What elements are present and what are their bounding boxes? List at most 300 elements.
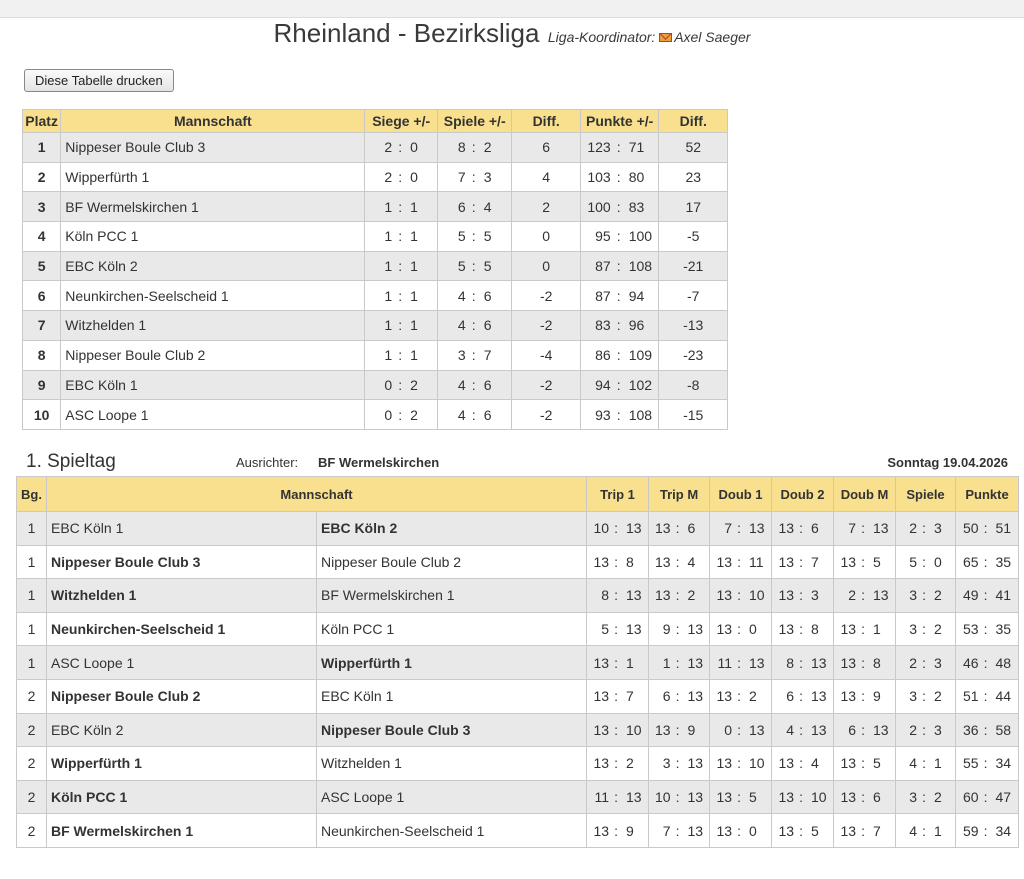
rank-cell: 4 [23, 222, 61, 252]
tripm-score-right: 6 [687, 520, 696, 537]
doub2-score [772, 545, 834, 579]
games-score-left: 2 [909, 520, 918, 537]
score-separator: : [983, 654, 988, 671]
score-separator: : [737, 822, 741, 839]
score-separator: : [922, 789, 926, 806]
score-separator: : [922, 822, 926, 839]
wins-cell-right: 1 [410, 347, 418, 364]
doubm-score [834, 679, 896, 713]
points-score [956, 512, 1019, 546]
col-header-team[interactable]: Mannschaft [61, 110, 365, 133]
wins-cell [365, 251, 438, 281]
score-separator: : [616, 347, 621, 364]
doub2-score [772, 612, 834, 646]
wins-cell [365, 400, 438, 430]
score-separator: : [799, 520, 803, 537]
games-cell [437, 162, 512, 192]
games-diff-cell: 0 [512, 251, 580, 281]
score-separator: : [675, 587, 680, 604]
score-separator: : [616, 376, 621, 393]
trip1-score [587, 814, 649, 848]
doubm-score-left: 6 [848, 721, 857, 738]
games-cell [437, 281, 512, 311]
games-cell [437, 370, 512, 400]
points-score-left: 53 [962, 621, 979, 638]
games-cell-right: 4 [483, 198, 492, 215]
wins-cell-right: 0 [410, 139, 418, 156]
score-separator: : [861, 688, 865, 705]
trip1-score-right: 2 [626, 755, 634, 772]
games-score [896, 679, 956, 713]
doubm-score-left: 13 [840, 621, 857, 638]
col-header-games[interactable]: Spiele +/- [437, 110, 512, 133]
tripm-score [649, 512, 710, 546]
doubm-score [834, 780, 896, 814]
score-separator: : [471, 347, 476, 364]
doub1-score-left: 13 [716, 755, 733, 772]
points-score-left: 51 [962, 688, 979, 705]
doub1-score-left: 13 [716, 621, 733, 638]
score-separator: : [614, 654, 618, 671]
score-separator: : [398, 406, 403, 423]
trip1-score-left: 13 [593, 721, 610, 738]
doub1-score-right: 10 [749, 755, 765, 772]
doub1-score [710, 780, 772, 814]
points-cell-left: 93 [595, 406, 611, 423]
games-cell-left: 4 [457, 287, 466, 304]
score-separator: : [799, 822, 803, 839]
coordinator-name-link[interactable]: Axel Saeger [674, 29, 751, 45]
match-row [17, 612, 1019, 646]
round-cell: 1 [17, 512, 47, 546]
score-separator: : [737, 520, 741, 537]
points-diff-cell: -5 [659, 222, 728, 252]
games-score-left: 4 [909, 822, 918, 839]
doub1-score-left: 13 [716, 822, 733, 839]
score-separator: : [471, 169, 476, 186]
standings-row [23, 281, 728, 311]
score-separator: : [675, 721, 680, 738]
col-header-wins[interactable]: Siege +/- [365, 110, 438, 133]
matchday-title: 1. Spieltag [26, 451, 116, 472]
page-title: Rheinland - Bezirksliga [273, 18, 540, 48]
points-score [956, 814, 1019, 848]
tripm-score [649, 747, 710, 781]
rank-cell: 2 [23, 162, 61, 192]
points-cell-left: 83 [595, 317, 611, 334]
doub2-score-right: 13 [811, 688, 827, 705]
score-separator: : [861, 553, 865, 570]
coordinator-info [548, 29, 751, 45]
trip1-score-right: 13 [626, 621, 642, 638]
points-cell-right: 108 [628, 258, 653, 275]
col-header-match-points: Punkte [956, 477, 1019, 512]
rank-cell: 10 [23, 400, 61, 430]
games-score-right: 3 [934, 520, 942, 537]
standings-row [23, 311, 728, 341]
tripm-score [649, 646, 710, 680]
score-separator: : [737, 553, 741, 570]
rank-cell: 8 [23, 340, 61, 370]
points-score-left: 46 [962, 654, 979, 671]
match-row [17, 512, 1019, 546]
score-separator: : [983, 755, 988, 772]
points-diff-cell: 23 [659, 162, 728, 192]
score-separator: : [398, 258, 403, 275]
points-cell-right: 102 [628, 376, 653, 393]
print-table-button[interactable]: Diese Tabelle drucken [24, 69, 174, 92]
games-cell-left: 4 [457, 406, 466, 423]
mail-icon[interactable] [659, 33, 672, 42]
score-separator: : [675, 621, 680, 638]
score-separator: : [616, 198, 621, 215]
games-cell [437, 133, 512, 163]
points-score [956, 579, 1019, 613]
score-separator: : [614, 755, 618, 772]
trip1-score [587, 612, 649, 646]
doub2-score-right: 10 [811, 789, 827, 806]
points-cell-left: 87 [595, 258, 611, 275]
score-separator: : [471, 139, 476, 156]
points-diff-cell: -21 [659, 251, 728, 281]
score-separator: : [614, 621, 618, 638]
trip1-score-right: 9 [626, 822, 634, 839]
tripm-score-right: 2 [687, 587, 696, 604]
games-diff-cell: -2 [512, 281, 580, 311]
tripm-score [649, 579, 710, 613]
games-score [896, 646, 956, 680]
score-separator: : [471, 198, 476, 215]
score-separator: : [614, 822, 618, 839]
tripm-score-left: 13 [654, 520, 671, 537]
doubm-score-right: 13 [873, 520, 889, 537]
match-row [17, 679, 1019, 713]
host-label: Ausrichter: [236, 455, 299, 470]
doubm-score-right: 9 [873, 688, 881, 705]
games-score [896, 814, 956, 848]
round-cell: 2 [17, 679, 47, 713]
tripm-score-right: 13 [687, 822, 704, 839]
doubm-score-left: 2 [848, 587, 857, 604]
games-score-right: 2 [934, 621, 942, 638]
tripm-score [649, 679, 710, 713]
doub2-score-left: 13 [778, 755, 795, 772]
doubm-score-right: 8 [873, 654, 881, 671]
doub2-score [772, 579, 834, 613]
doub1-score-right: 0 [749, 822, 757, 839]
score-separator: : [675, 520, 680, 537]
tripm-score-right: 13 [687, 688, 704, 705]
tripm-score-left: 3 [662, 755, 671, 772]
doubm-score [834, 814, 896, 848]
trip1-score-left: 13 [593, 654, 610, 671]
doubm-score [834, 512, 896, 546]
score-separator: : [614, 587, 618, 604]
score-separator: : [398, 347, 403, 364]
doubm-score [834, 713, 896, 747]
points-cell [580, 192, 659, 222]
score-separator: : [471, 228, 476, 245]
doub2-score-left: 6 [786, 688, 795, 705]
tripm-score-right: 9 [687, 721, 696, 738]
wins-cell [365, 340, 438, 370]
score-separator: : [614, 721, 618, 738]
wins-cell-right: 2 [410, 376, 418, 393]
score-separator: : [616, 287, 621, 304]
round-cell: 1 [17, 545, 47, 579]
games-diff-cell: 0 [512, 222, 580, 252]
tripm-score-left: 10 [654, 789, 671, 806]
home-team-cell: Nippeser Boule Club 3 [47, 545, 317, 579]
points-score-right: 41 [995, 587, 1012, 604]
games-score [896, 780, 956, 814]
doubm-score-right: 13 [873, 721, 889, 738]
score-separator: : [614, 553, 618, 570]
standings-row [23, 133, 728, 163]
games-cell-left: 4 [457, 376, 466, 393]
team-cell: Nippeser Boule Club 3 [61, 133, 365, 163]
points-cell-left: 123 [587, 139, 611, 156]
doub2-score-right: 4 [811, 755, 819, 772]
round-cell: 2 [17, 780, 47, 814]
score-separator: : [861, 520, 865, 537]
score-separator: : [398, 287, 403, 304]
doub2-score-left: 13 [778, 587, 795, 604]
col-header-match-team: Mannschaft [47, 477, 587, 512]
games-score-right: 1 [934, 755, 942, 772]
col-header-doub2: Doub 2 [772, 477, 834, 512]
tripm-score-left: 7 [662, 822, 671, 839]
points-cell [580, 311, 659, 341]
col-header-games-diff[interactable]: Diff. [512, 110, 580, 133]
score-separator: : [799, 654, 803, 671]
doub1-score-left: 13 [716, 553, 733, 570]
tripm-score [649, 545, 710, 579]
points-cell [580, 281, 659, 311]
trip1-score-left: 10 [593, 520, 610, 537]
trip1-score-left: 8 [601, 587, 610, 604]
doubm-score-right: 7 [873, 822, 881, 839]
doub1-score-right: 13 [749, 654, 765, 671]
rank-cell: 1 [23, 133, 61, 163]
wins-cell [365, 370, 438, 400]
tripm-score [649, 814, 710, 848]
games-cell-right: 6 [483, 376, 492, 393]
home-team-cell: Nippeser Boule Club 2 [47, 679, 317, 713]
wins-cell-left: 1 [384, 258, 393, 275]
games-cell-left: 7 [457, 169, 466, 186]
wins-cell-right: 1 [410, 198, 418, 215]
games-cell [437, 251, 512, 281]
score-separator: : [737, 621, 741, 638]
doub2-score-right: 13 [811, 654, 827, 671]
matches-table [16, 476, 1019, 848]
browser-top-bar [0, 0, 1024, 18]
score-separator: : [616, 139, 621, 156]
games-cell [437, 311, 512, 341]
wins-cell [365, 162, 438, 192]
score-separator: : [799, 789, 803, 806]
doub2-score-left: 4 [786, 721, 795, 738]
tripm-score [649, 713, 710, 747]
score-separator: : [675, 789, 680, 806]
doub2-score [772, 679, 834, 713]
trip1-score [587, 780, 649, 814]
games-cell-left: 5 [457, 258, 466, 275]
score-separator: : [398, 317, 403, 334]
standings-header-row [23, 110, 728, 133]
doubm-score-right: 5 [873, 755, 881, 772]
score-separator: : [983, 688, 988, 705]
doub1-score [710, 512, 772, 546]
wins-cell-right: 2 [410, 406, 418, 423]
trip1-score [587, 747, 649, 781]
doub2-score-left: 13 [778, 822, 795, 839]
doub1-score-right: 10 [749, 587, 765, 604]
standings-row [23, 340, 728, 370]
points-score-right: 35 [995, 621, 1012, 638]
points-score-right: 44 [995, 688, 1012, 705]
wins-cell-left: 2 [384, 169, 393, 186]
match-row [17, 747, 1019, 781]
score-separator: : [799, 587, 803, 604]
wins-cell-right: 1 [410, 258, 418, 275]
matchday-date: Sonntag 19.04.2026 [887, 455, 1008, 470]
standings-table [22, 109, 728, 430]
games-cell-left: 4 [457, 317, 466, 334]
trip1-score-right: 13 [626, 587, 642, 604]
games-cell-right: 5 [483, 258, 492, 275]
standings-row [23, 400, 728, 430]
trip1-score [587, 579, 649, 613]
doubm-score-right: 1 [873, 621, 881, 638]
col-header-points[interactable]: Punkte +/- [580, 110, 659, 133]
standings-row [23, 162, 728, 192]
trip1-score-right: 1 [626, 654, 634, 671]
doub1-score-right: 5 [749, 789, 757, 806]
doub1-score-left: 13 [716, 587, 733, 604]
doub2-score-left: 13 [778, 553, 795, 570]
doub2-score-left: 8 [786, 654, 795, 671]
points-score-right: 34 [995, 822, 1012, 839]
games-score [896, 713, 956, 747]
points-score-left: 55 [962, 755, 979, 772]
doub1-score [710, 545, 772, 579]
doubm-score [834, 612, 896, 646]
col-header-rank[interactable]: Platz [23, 110, 61, 133]
trip1-score-left: 13 [593, 553, 610, 570]
games-score-right: 3 [934, 654, 942, 671]
away-team-cell: Wipperfürth 1 [317, 646, 587, 680]
games-score-right: 2 [934, 688, 942, 705]
page-header [0, 18, 1024, 49]
points-score [956, 545, 1019, 579]
points-cell-right: 100 [628, 228, 653, 245]
trip1-score [587, 545, 649, 579]
games-score-right: 1 [934, 822, 942, 839]
score-separator: : [614, 688, 618, 705]
wins-cell-left: 1 [384, 287, 393, 304]
score-separator: : [799, 721, 803, 738]
games-diff-cell: 4 [512, 162, 580, 192]
points-diff-cell: -7 [659, 281, 728, 311]
score-separator: : [398, 228, 403, 245]
wins-cell-right: 1 [410, 228, 418, 245]
games-score-left: 3 [909, 688, 918, 705]
games-score-left: 5 [909, 553, 918, 570]
doubm-score-right: 5 [873, 553, 881, 570]
score-separator: : [861, 822, 865, 839]
score-separator: : [983, 789, 988, 806]
standings-row [23, 251, 728, 281]
trip1-score-right: 13 [626, 789, 642, 806]
points-cell-right: 94 [628, 287, 645, 304]
wins-cell-left: 0 [384, 406, 393, 423]
score-separator: : [922, 553, 926, 570]
points-diff-cell: -23 [659, 340, 728, 370]
tripm-score-left: 1 [662, 654, 671, 671]
doub1-score [710, 646, 772, 680]
games-score [896, 612, 956, 646]
score-separator: : [737, 587, 741, 604]
points-cell [580, 370, 659, 400]
round-cell: 2 [17, 814, 47, 848]
doubm-score-left: 13 [840, 688, 857, 705]
wins-cell-left: 1 [384, 347, 393, 364]
points-cell-right: 96 [628, 317, 645, 334]
home-team-cell: Köln PCC 1 [47, 780, 317, 814]
games-score-right: 2 [934, 789, 942, 806]
doub2-score-right: 7 [811, 553, 819, 570]
score-separator: : [675, 822, 680, 839]
doub2-score-left: 13 [778, 520, 795, 537]
team-cell: Neunkirchen-Seelscheid 1 [61, 281, 365, 311]
doub2-score-left: 13 [778, 621, 795, 638]
score-separator: : [861, 789, 865, 806]
games-diff-cell: 2 [512, 192, 580, 222]
score-separator: : [799, 553, 803, 570]
col-header-points-diff[interactable]: Diff. [659, 110, 728, 133]
score-separator: : [614, 789, 618, 806]
games-score-left: 3 [909, 789, 918, 806]
doub1-score-right: 13 [749, 721, 765, 738]
trip1-score-left: 5 [601, 621, 610, 638]
wins-cell [365, 311, 438, 341]
score-separator: : [675, 553, 680, 570]
points-cell-right: 108 [628, 406, 653, 423]
score-separator: : [471, 317, 476, 334]
rank-cell: 3 [23, 192, 61, 222]
score-separator: : [922, 688, 926, 705]
points-score [956, 612, 1019, 646]
score-separator: : [799, 755, 803, 772]
col-header-round: Bg. [17, 477, 47, 512]
doubm-score-right: 6 [873, 789, 881, 806]
trip1-score-right: 7 [626, 688, 634, 705]
score-separator: : [983, 587, 988, 604]
trip1-score [587, 679, 649, 713]
games-cell-left: 5 [457, 228, 466, 245]
home-team-cell: Neunkirchen-Seelscheid 1 [47, 612, 317, 646]
score-separator: : [675, 688, 680, 705]
tripm-score-right: 13 [687, 789, 704, 806]
away-team-cell: Witzhelden 1 [317, 747, 587, 781]
team-cell: EBC Köln 2 [61, 251, 365, 281]
wins-cell-left: 2 [384, 139, 393, 156]
points-cell-right: 71 [628, 139, 645, 156]
points-score-left: 50 [962, 520, 979, 537]
col-header-trip1: Trip 1 [587, 477, 649, 512]
